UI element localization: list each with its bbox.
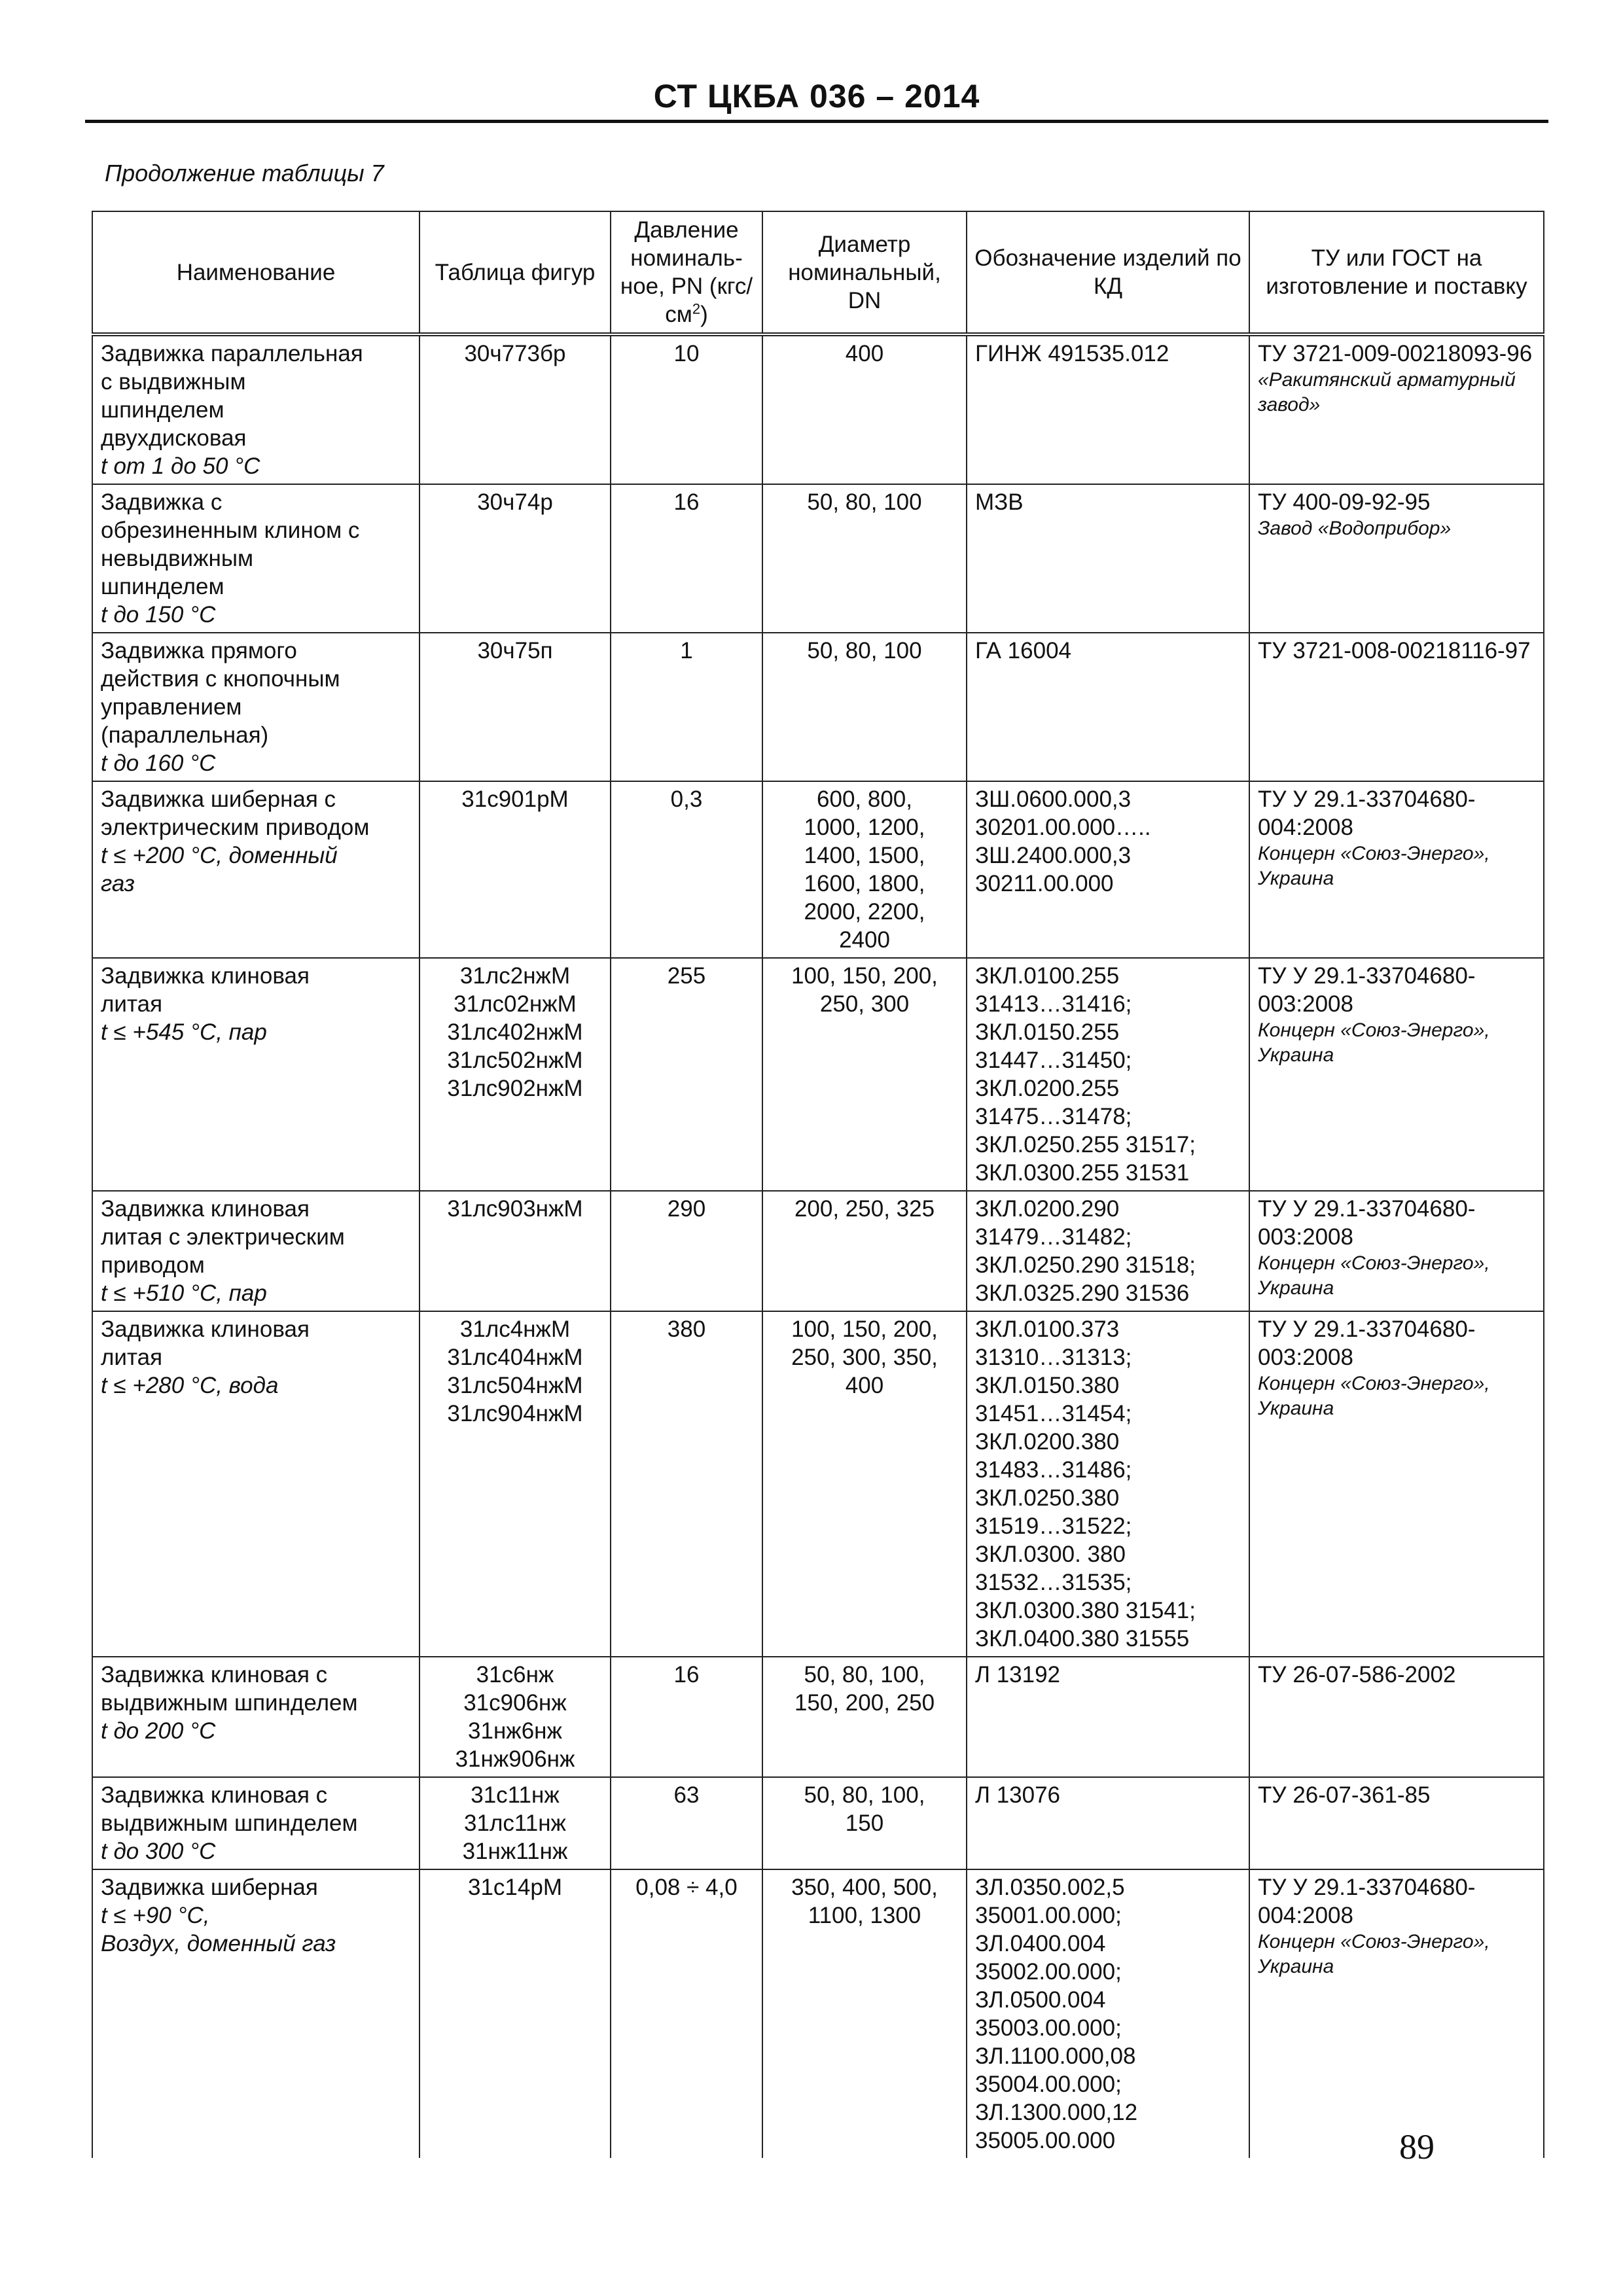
cell-designation	[967, 1777, 1249, 1869]
cell-line: выдвижным шпинделем	[101, 1690, 358, 1716]
cell-pn: 1	[611, 633, 762, 781]
cell-line: шпинделем	[101, 574, 224, 599]
cell-spec	[1249, 958, 1544, 1191]
cell-line: 31лс402нжМ	[447, 1019, 583, 1045]
cell-figure	[419, 1657, 611, 1777]
cell-dn	[762, 484, 967, 633]
table-row	[92, 334, 1544, 484]
cell-line: t ≤ +90 °С,	[101, 1903, 210, 1928]
header-pressure-text: Давление номиналь-ное, PN (кгс/см	[620, 217, 753, 327]
cell-line: t до 300 °С	[101, 1839, 216, 1864]
cell-spec-text: ТУ У 29.1-33704680-004:2008	[1258, 786, 1476, 840]
cell-pn: 63	[611, 1777, 762, 1869]
cell-line: шпинделем	[101, 397, 224, 423]
cell-line: 1600, 1800,	[804, 871, 925, 896]
cell-line: 31лс404нжМ	[447, 1345, 583, 1370]
cell-line: 31310…31313;	[975, 1345, 1132, 1370]
cell-name	[92, 1311, 419, 1657]
cell-dn	[762, 781, 967, 958]
cell-pn: 380	[611, 1311, 762, 1657]
header-pressure-sup: 2	[692, 300, 701, 317]
cell-line: 31519…31522;	[975, 1513, 1132, 1539]
cell-line: Задвижка с	[101, 489, 223, 515]
cell-line: Украина	[1258, 1277, 1334, 1299]
cell-line: невыдвижным	[101, 546, 254, 571]
cell-line: Л 13192	[975, 1662, 1061, 1687]
cell-name	[92, 334, 419, 484]
cell-line: 600, 800,	[817, 786, 912, 812]
cell-spec-text: ТУ 26-07-361-85	[1258, 1782, 1431, 1808]
cell-line: 50, 80, 100	[807, 638, 922, 663]
cell-line: электрическим приводом	[101, 815, 370, 840]
cell-line: 100, 150, 200,	[791, 963, 938, 989]
cell-line: ЗЛ.0350.002,5	[975, 1875, 1125, 1900]
cell-line: t ≤ +510 °С, пар	[101, 1280, 267, 1306]
cell-line: выдвижным шпинделем	[101, 1810, 358, 1836]
cell-line: t ≤ +280 °С, вода	[101, 1373, 279, 1398]
cell-line: Завод «Водоприбор»	[1258, 518, 1452, 539]
cell-line: 400	[845, 1373, 884, 1398]
cell-line: 2000, 2200,	[804, 899, 925, 925]
cell-spec	[1249, 1311, 1544, 1657]
cell-line: ЗЛ.1100.000,08	[975, 2043, 1136, 2069]
cell-line: 31с906нж	[463, 1690, 567, 1716]
cell-figure	[419, 334, 611, 484]
cell-designation	[967, 781, 1249, 958]
cell-figure	[419, 1869, 611, 2158]
cell-pn: 0,3	[611, 781, 762, 958]
header-pressure	[611, 211, 762, 334]
header-designation: Обозначение изделий по КД	[967, 211, 1249, 334]
cell-line: Задвижка шиберная с	[101, 786, 336, 812]
cell-designation	[967, 1869, 1249, 2158]
cell-line: 31лс504нжМ	[447, 1373, 583, 1398]
cell-name	[92, 633, 419, 781]
cell-figure	[419, 1191, 611, 1311]
cell-line: ЗКЛ.0250.255 31517;	[975, 1132, 1196, 1157]
cell-line: t до 150 °С	[101, 602, 216, 627]
cell-dn	[762, 1777, 967, 1869]
table-row	[92, 484, 1544, 633]
cell-line: 30211.00.000	[975, 871, 1114, 896]
cell-line: 30ч74р	[477, 489, 553, 515]
cell-name	[92, 781, 419, 958]
cell-line: 30201.00.000…..	[975, 815, 1151, 840]
cell-designation	[967, 334, 1249, 484]
cell-spec	[1249, 484, 1544, 633]
cell-spec-text: ТУ У 29.1-33704680-003:2008	[1258, 1316, 1476, 1370]
cell-line: ЗКЛ.0100.255	[975, 963, 1120, 989]
cell-pn: 255	[611, 958, 762, 1191]
header-figure: Таблица фигур	[419, 211, 611, 334]
cell-line: 31нж11нж	[462, 1839, 568, 1864]
cell-line: ЗЛ.1300.000,12	[975, 2100, 1138, 2125]
cell-line: ЗКЛ.0200.380	[975, 1429, 1120, 1455]
cell-spec	[1249, 334, 1544, 484]
cell-name	[92, 1869, 419, 2158]
cell-line: Задвижка клиновая с	[101, 1782, 328, 1808]
cell-spec-text: ТУ 3721-008-00218116-97	[1258, 638, 1531, 663]
cell-line: с выдвижным	[101, 369, 246, 395]
table-row	[92, 1869, 1544, 2158]
cell-line: 50, 80, 100	[807, 489, 922, 515]
cell-line: завод»	[1258, 394, 1321, 415]
cell-line: Украина	[1258, 1044, 1334, 1066]
cell-figure	[419, 633, 611, 781]
cell-line: двухдисковая	[101, 425, 247, 451]
cell-line: МЗВ	[975, 489, 1024, 515]
cell-spec-text: ТУ 26-07-586-2002	[1258, 1662, 1456, 1687]
cell-line: 31лс904нжМ	[447, 1401, 583, 1426]
cell-line: ГИНЖ 491535.012	[975, 341, 1169, 366]
cell-line: Задвижка прямого	[101, 638, 297, 663]
cell-line: Концерн «Союз-Энерго»,	[1258, 1252, 1490, 1274]
cell-line: 250, 300, 350,	[791, 1345, 938, 1370]
cell-line: ГА 16004	[975, 638, 1072, 663]
cell-line: 30ч75п	[477, 638, 553, 663]
cell-line: приводом	[101, 1252, 205, 1278]
cell-designation	[967, 958, 1249, 1191]
cell-name	[92, 1191, 419, 1311]
cell-line: литая	[101, 1345, 163, 1370]
cell-line: действия с кнопочным	[101, 666, 340, 692]
cell-spec	[1249, 1191, 1544, 1311]
cell-line: 31479…31482;	[975, 1224, 1132, 1250]
cell-line: 150	[845, 1810, 884, 1836]
cell-line: Задвижка клиновая с	[101, 1662, 328, 1687]
cell-line: ЗКЛ.0250.290 31518;	[975, 1252, 1196, 1278]
valve-spec-table	[92, 211, 1544, 2158]
cell-dn	[762, 1657, 967, 1777]
cell-line: 31нж906нж	[455, 1746, 575, 1772]
cell-line: ЗКЛ.0250.380	[975, 1485, 1120, 1511]
cell-line: газ	[101, 871, 135, 896]
cell-line: Украина	[1258, 1956, 1334, 1977]
cell-pn: 10	[611, 334, 762, 484]
cell-line: Концерн «Союз-Энерго»,	[1258, 843, 1490, 864]
cell-line: 50, 80, 100,	[804, 1782, 925, 1808]
cell-line: Задвижка клиновая	[101, 963, 310, 989]
cell-line: «Ракитянский арматурный	[1258, 369, 1516, 391]
cell-line: 31лс4нжМ	[459, 1316, 571, 1342]
cell-dn	[762, 1191, 967, 1311]
cell-figure	[419, 484, 611, 633]
cell-dn	[762, 958, 967, 1191]
cell-name	[92, 958, 419, 1191]
cell-line: Концерн «Союз-Энерго»,	[1258, 1019, 1490, 1041]
cell-line: литая с электрическим	[101, 1224, 345, 1250]
cell-line: 250, 300	[819, 991, 910, 1017]
cell-line: 31лс502нжМ	[447, 1048, 583, 1073]
cell-line: 150, 200, 250	[794, 1690, 935, 1716]
cell-line: Украина	[1258, 868, 1334, 889]
cell-line: 50, 80, 100,	[804, 1662, 925, 1687]
cell-line: 35005.00.000	[975, 2128, 1116, 2153]
cell-line: ЗКЛ.0150.380	[975, 1373, 1120, 1398]
header-rule	[85, 120, 1548, 123]
cell-figure	[419, 958, 611, 1191]
table-row	[92, 1657, 1544, 1777]
cell-line: 31с14рМ	[468, 1875, 562, 1900]
header-diameter: Диаметр номинальный, DN	[762, 211, 967, 334]
cell-figure	[419, 781, 611, 958]
cell-line: (параллельная)	[101, 722, 269, 748]
header-name: Наименование	[92, 211, 419, 334]
cell-line: ЗЛ.0500.004	[975, 1987, 1106, 2013]
cell-dn	[762, 334, 967, 484]
cell-dn	[762, 1869, 967, 2158]
header-pressure-close: )	[700, 302, 708, 327]
cell-line: 35001.00.000;	[975, 1903, 1122, 1928]
table-header-row	[92, 211, 1544, 334]
cell-line: 31447…31450;	[975, 1048, 1132, 1073]
page-number: 89	[1399, 2127, 1435, 2166]
cell-designation	[967, 633, 1249, 781]
cell-spec	[1249, 1777, 1544, 1869]
cell-line: Задвижка параллельная	[101, 341, 363, 366]
cell-line: ЗКЛ.0300.255 31531	[975, 1160, 1190, 1186]
cell-line: 31451…31454;	[975, 1401, 1132, 1426]
cell-line: 31лс903нжМ	[447, 1196, 583, 1222]
cell-line: ЗКЛ.0400.380 31555	[975, 1626, 1190, 1651]
cell-spec-text: ТУ 400-09-92-95	[1258, 489, 1431, 515]
cell-spec-text: ТУ 3721-009-00218093-96	[1258, 341, 1533, 366]
cell-line: Украина	[1258, 1398, 1334, 1419]
cell-line: 400	[845, 341, 884, 366]
cell-name	[92, 1777, 419, 1869]
cell-line: Задвижка клиновая	[101, 1196, 310, 1222]
cell-spec-text: ТУ У 29.1-33704680-003:2008	[1258, 1196, 1476, 1250]
cell-figure	[419, 1777, 611, 1869]
cell-line: 31лс11нж	[464, 1810, 566, 1836]
cell-line: 31с11нж	[471, 1782, 560, 1808]
cell-line: ЗКЛ.0325.290 31536	[975, 1280, 1190, 1306]
cell-spec	[1249, 781, 1544, 958]
cell-line: ЗКЛ.0200.255	[975, 1076, 1120, 1101]
cell-dn	[762, 1311, 967, 1657]
cell-line: Концерн «Союз-Энерго»,	[1258, 1931, 1490, 1952]
cell-line: ЗКЛ.0200.290	[975, 1196, 1120, 1222]
cell-pn: 16	[611, 1657, 762, 1777]
cell-spec-text: ТУ У 29.1-33704680-003:2008	[1258, 963, 1476, 1017]
cell-designation	[967, 1191, 1249, 1311]
cell-line: 200, 250, 325	[794, 1196, 935, 1222]
cell-line: 31475…31478;	[975, 1104, 1132, 1129]
cell-line: 2400	[839, 927, 890, 953]
cell-line: ЗКЛ.0150.255	[975, 1019, 1120, 1045]
cell-pn: 16	[611, 484, 762, 633]
cell-line: 1000, 1200,	[804, 815, 925, 840]
cell-spec-text: ТУ У 29.1-33704680-004:2008	[1258, 1875, 1476, 1928]
cell-line: t ≤ +200 °С, доменный	[101, 843, 338, 868]
cell-line: Концерн «Союз-Энерго»,	[1258, 1373, 1490, 1394]
cell-line: 100, 150, 200,	[791, 1316, 938, 1342]
cell-spec	[1249, 1657, 1544, 1777]
cell-designation	[967, 1657, 1249, 1777]
cell-designation	[967, 1311, 1249, 1657]
cell-line: Воздух, доменный газ	[101, 1931, 336, 1956]
cell-line: литая	[101, 991, 163, 1017]
table-row	[92, 1191, 1544, 1311]
cell-line: ЗШ.2400.000,3	[975, 843, 1132, 868]
cell-line: ЗКЛ.0100.373	[975, 1316, 1120, 1342]
cell-dn	[762, 633, 967, 781]
cell-line: 31с6нж	[476, 1662, 554, 1687]
cell-line: 31нж6нж	[468, 1718, 562, 1744]
cell-line: Задвижка шиберная	[101, 1875, 318, 1900]
cell-line: 31лс902нжМ	[447, 1076, 583, 1101]
cell-line: 31483…31486;	[975, 1457, 1132, 1483]
cell-line: 350, 400, 500,	[791, 1875, 938, 1900]
cell-line: 35004.00.000;	[975, 2072, 1122, 2097]
cell-spec	[1249, 1869, 1544, 2158]
cell-line: 35003.00.000;	[975, 2015, 1122, 2041]
cell-pn: 0,08 ÷ 4,0	[611, 1869, 762, 2158]
table-body	[92, 334, 1544, 2158]
cell-designation	[967, 484, 1249, 633]
cell-line: управлением	[101, 694, 242, 720]
cell-line: 31лс02нжМ	[454, 991, 577, 1017]
table-row	[92, 781, 1544, 958]
cell-line: Задвижка клиновая	[101, 1316, 310, 1342]
cell-line: t до 200 °С	[101, 1718, 216, 1744]
cell-line: Л 13076	[975, 1782, 1061, 1808]
cell-line: ЗШ.0600.000,3	[975, 786, 1132, 812]
cell-line: 1400, 1500,	[804, 843, 925, 868]
cell-line: 35002.00.000;	[975, 1959, 1122, 1985]
cell-line: ЗЛ.0400.004	[975, 1931, 1106, 1956]
cell-name	[92, 484, 419, 633]
cell-line: 1100, 1300	[808, 1903, 921, 1928]
cell-line: 31с901рМ	[461, 786, 569, 812]
table-row	[92, 958, 1544, 1191]
document-header: СТ ЦКБА 036 – 2014	[653, 78, 980, 115]
cell-line: 31413…31416;	[975, 991, 1132, 1017]
cell-spec	[1249, 633, 1544, 781]
cell-line: t от 1 до 50 °С	[101, 453, 260, 479]
table-row	[92, 1777, 1544, 1869]
cell-line: 31лс2нжМ	[459, 963, 571, 989]
header-spec: ТУ или ГОСТ на изготовление и поставку	[1249, 211, 1544, 334]
table-row	[92, 1311, 1544, 1657]
cell-line: t до 160 °С	[101, 751, 216, 776]
cell-line: обрезиненным клином с	[101, 518, 360, 543]
cell-line: t ≤ +545 °С, пар	[101, 1019, 267, 1045]
cell-line: ЗКЛ.0300.380 31541;	[975, 1598, 1196, 1623]
cell-line: 30ч773бр	[464, 341, 566, 366]
cell-line: 31532…31535;	[975, 1570, 1132, 1595]
cell-pn: 290	[611, 1191, 762, 1311]
table-row	[92, 633, 1544, 781]
cell-name	[92, 1657, 419, 1777]
cell-line: ЗКЛ.0300. 380	[975, 1542, 1126, 1567]
table-continuation-caption: Продолжение таблицы 7	[105, 160, 384, 186]
cell-figure	[419, 1311, 611, 1657]
